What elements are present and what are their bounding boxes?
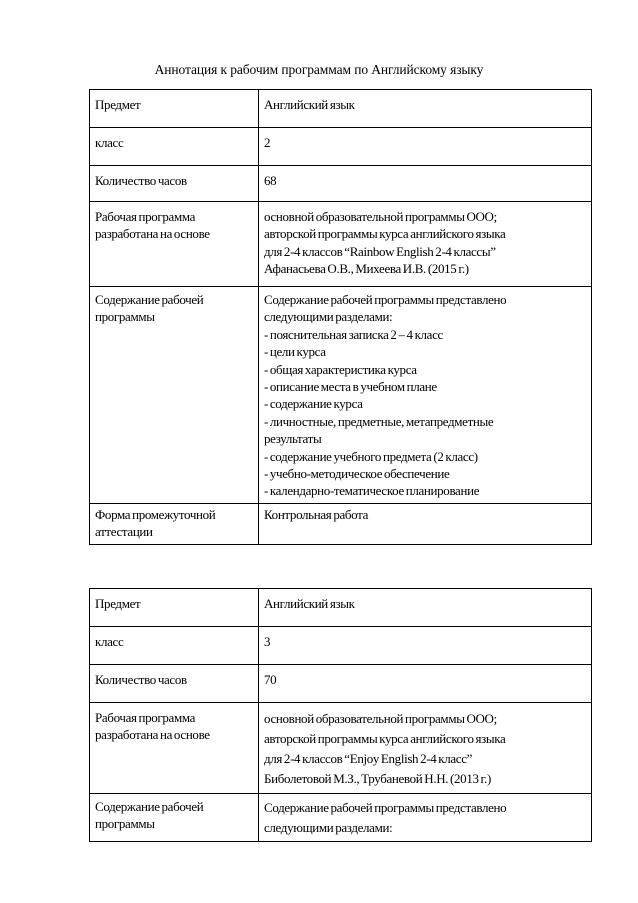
- table-row-basis: [90, 202, 592, 287]
- content-value-line: результаты: [264, 431, 322, 447]
- table-row-subject: [90, 589, 592, 627]
- table-row-hours: [90, 166, 592, 202]
- basis-value: [259, 202, 592, 287]
- content-value: [259, 287, 592, 504]
- basis-label-line: разработана на основе: [95, 727, 210, 743]
- hours-label: Количество часов: [90, 665, 259, 703]
- hours-value: 68: [259, 166, 592, 202]
- content-label-line: Содержание рабочей: [95, 292, 204, 307]
- basis-label: [90, 202, 259, 287]
- basis-value-line: Биболетовой М.З., Трубаневой Н.Н. (2013 г.): [264, 771, 491, 786]
- content-value-line: - календарно-тематическое планирование: [264, 483, 480, 499]
- assessment-value: Контрольная работа: [259, 503, 592, 544]
- class-label: класс: [90, 627, 259, 665]
- content-value-line: следующими разделами:: [264, 820, 393, 835]
- content-value-line: - содержание учебного предмета (2 класс): [264, 448, 478, 464]
- content-value-line: Содержание рабочей программы представлено: [264, 292, 507, 307]
- basis-label-line: разработана на основе: [95, 226, 210, 242]
- table-row-content: [90, 794, 592, 842]
- table-row-subject: [90, 90, 592, 128]
- basis-value-line: основной образовательной программы ООО;: [264, 711, 497, 726]
- class-value: 3: [259, 627, 592, 665]
- basis-value-line: авторской программы курса английского языка: [264, 731, 506, 746]
- subject-label: Предмет: [90, 589, 259, 627]
- subject-value: Английский язык: [259, 90, 592, 128]
- annotation-table-grade-3: [89, 588, 592, 842]
- basis-label: [90, 703, 259, 794]
- assessment-label-line: Форма промежуточной: [95, 506, 216, 522]
- hours-value: 70: [259, 665, 592, 703]
- content-value-line: Содержание рабочей программы представлено: [264, 800, 507, 815]
- content-value-line: - цели курса: [264, 344, 326, 360]
- basis-label-line: Рабочая программа: [95, 209, 196, 224]
- content-value: [259, 794, 592, 842]
- table-row-assessment: [90, 503, 592, 544]
- content-label-line: Содержание рабочей: [95, 799, 204, 814]
- document-title: Аннотация к рабочим программам по Английскому языку: [154, 62, 484, 77]
- basis-label-line: Рабочая программа: [95, 710, 196, 725]
- content-label: [90, 794, 259, 842]
- table-row-hours: [90, 665, 592, 703]
- basis-value-line: для 2-4 классов “Enjoy English 2-4 класс”: [264, 751, 473, 766]
- subject-label: Предмет: [90, 90, 259, 128]
- basis-value-line: для 2-4 классов “Rainbow English 2-4 классы”: [264, 243, 496, 259]
- basis-value-line: основной образовательной программы ООО;: [264, 209, 497, 224]
- content-value-line: - личностные, предметные, метапредметные: [264, 413, 494, 429]
- content-label: [90, 287, 259, 504]
- subject-value: Английский язык: [259, 589, 592, 627]
- class-value: 2: [259, 128, 592, 166]
- table-row-basis: [90, 703, 592, 794]
- basis-value: [259, 703, 592, 794]
- content-value-line: - учебно-методическое обеспечение: [264, 466, 450, 482]
- basis-value-line: Афанасьева О.В., Михеева И.В. (2015 г.): [264, 261, 469, 277]
- assessment-label: [90, 503, 259, 544]
- basis-value-line: авторской программы курса английского языка: [264, 226, 506, 242]
- content-label-line: программы: [95, 309, 155, 325]
- content-value-line: - описание места в учебном плане: [264, 379, 437, 395]
- table-row-class: [90, 627, 592, 665]
- content-value-line: - содержание курса: [264, 396, 363, 412]
- annotation-table-grade-2: [89, 89, 592, 545]
- content-value-line: - пояснительная записка 2 – 4 класс: [264, 326, 443, 342]
- hours-label: Количество часов: [90, 166, 259, 202]
- content-label-line: программы: [95, 816, 155, 832]
- content-value-line: следующими разделами:: [264, 309, 393, 325]
- table-row-content: [90, 287, 592, 504]
- table-row-class: [90, 128, 592, 166]
- content-value-line: - общая характеристика курса: [264, 361, 417, 377]
- assessment-label-line: аттестации: [95, 524, 153, 540]
- class-label: класс: [90, 128, 259, 166]
